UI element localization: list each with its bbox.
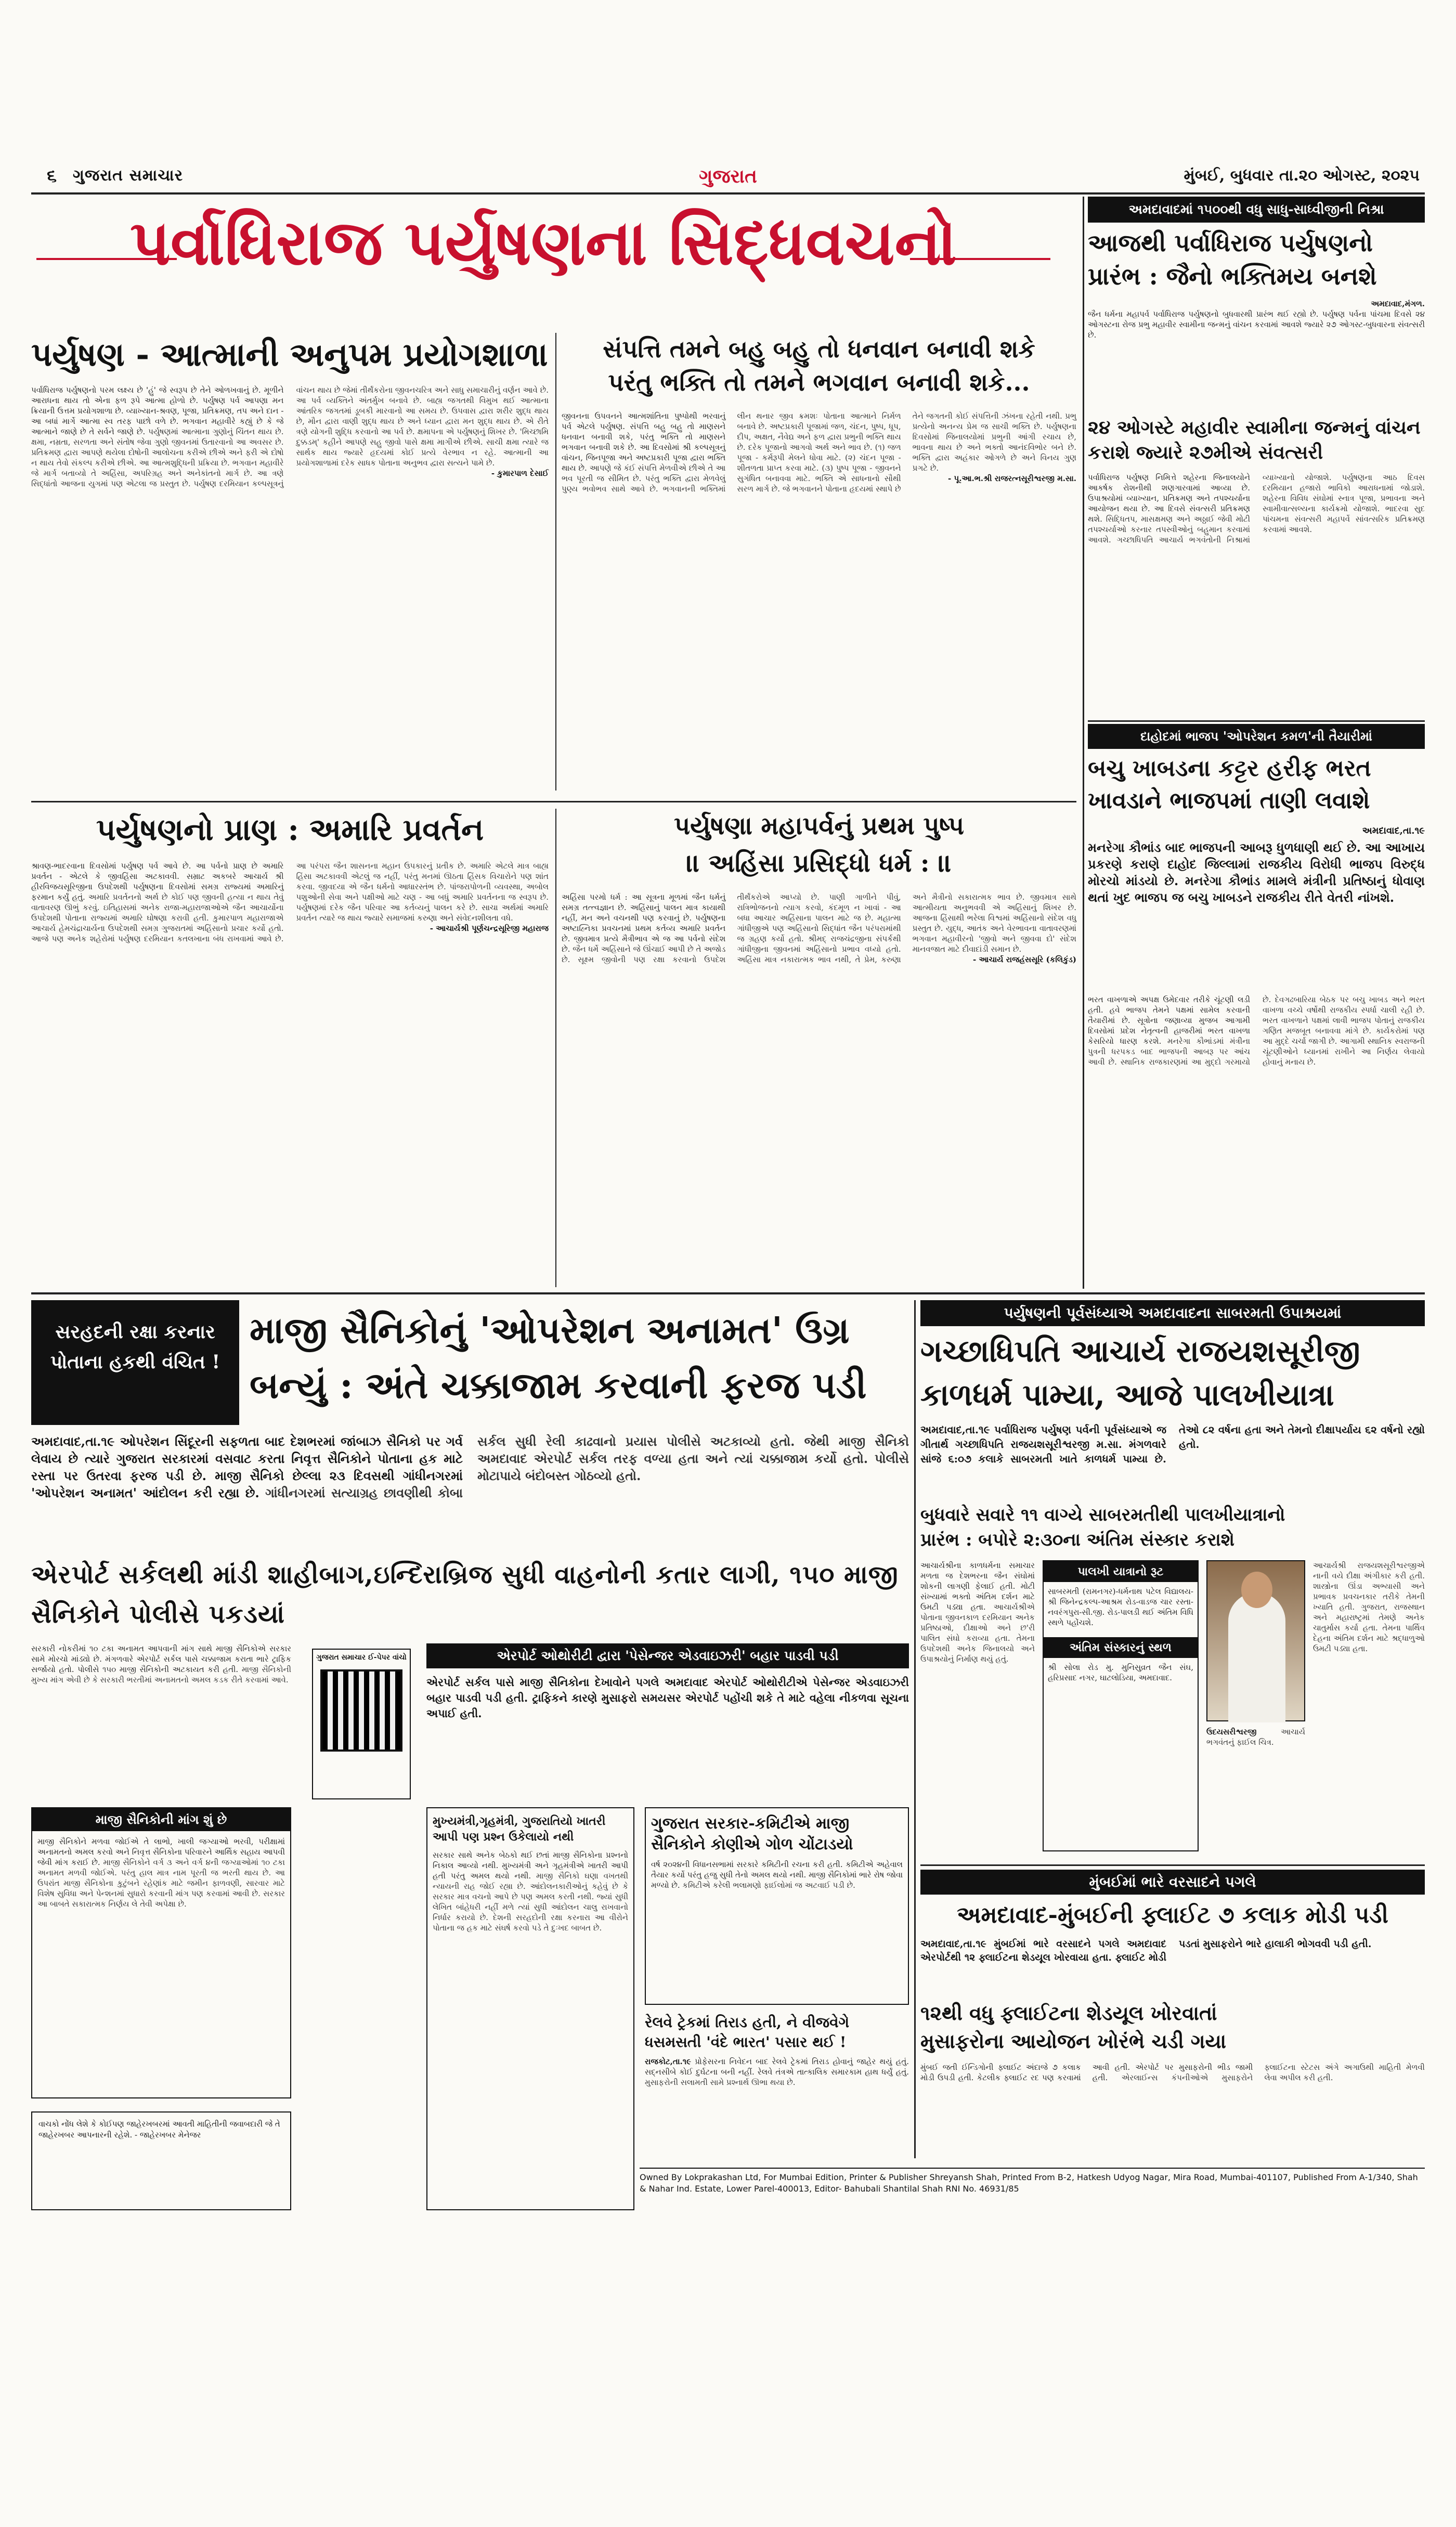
body-continuation: એરલાઈન્સ કંપનીઓએ મુસાફરોને ફ્લાઈટના સ્ટેટસ અંગે અગાઉથી માહિતી મેળવી લેવા અપીલ કરી હતી. [1121, 2063, 1425, 2082]
body-continuation: મુસાફરોની સલામતી સામે પ્રશ્નાર્થ ઊભા થયા છે. [645, 2078, 796, 2087]
section-rule-1 [31, 801, 1076, 802]
headline-line-1: માજી સૈનિકોનું 'ઓપરેશન અનામત' ઉગ્ર [250, 1308, 850, 1352]
article-wealth [562, 333, 1076, 798]
lead: મુંબઈમાં ભારે વરસાદને પગલે અમદાવાદ એરપોર્ટથી ૧૨ ફ્લાઈટના શેડયૂલ ખોરવાયા હતા. ફ્લાઈટ મોડી પડતાં મુસાફરોને ભારે હાલાકી ભોગવવી પડી હતી. [920, 1938, 1372, 1963]
kicker: એરપોર્ટ ઓથોરીટી દ્વારા 'પેસેન્જર એડવાઇઝરી' બહાર પાડવી પડી [426, 1643, 909, 1668]
subhead-line-2: પ્રારંભ : બપોરે ૨:૩૦ના અંતિમ સંસ્કાર કરાશે [920, 1530, 1234, 1550]
kicker: મુંબઈમાં ભારે વરસાદને પગલે [920, 1870, 1425, 1895]
body-text: સરકારી નોકરીમાં ૧૦ ટકા અનામત આપવાની માંગ સાથે માજી સૈનિકોએ સરકાર સામે મોરચો માંડ્યો છે. મંગળવારે એરપોર્ટ સર્કલ પાસે ચક્કાજામ કરાતા ભારે ટ્રાફિક સર્જાયો હતો. પોલીસે ૧૫૦ માજી સૈનિકોની અટકાયત કરી હતી. [31, 1644, 291, 1674]
lead-continuation: ગાંધીનગરમાં સત્યાગ્રહ છાવણીથી કોબા સર્કલ સુધી રેલી કાઢવાનો પ્રયાસ પોલીસે અટકાવ્યો હતો. જેથી માજી સૈનિકો અમદાવાદ એરપોર્ટ સર્કલ તરફ વળ્યા હતા અને ત્યાં ચક્કાજામ કર્યો હતો. પોલીસે મોટાપાયે બંદોબસ્ત ગોઠવ્યો હતો. [265, 1434, 909, 1500]
column-rule-2 [555, 809, 556, 1287]
body-text: મુંબઈ જતી ઈન્ડિગોની ફ્લાઈટ અંદાજે ૭ કલાક મોડી ઉપડી હતી. કેટલીક ફ્લાઈટ રદ પણ કરવામાં આવી હતી. એરપોર્ટ પર મુસાફરોની ભીડ જામી હતી. [920, 2063, 1253, 2082]
body-continuation: માજી સૈનિકોની મુખ્ય માંગ એવી છે કે સરકારી ભરતીમાં અનામતનો અમલ કડક રીતે કરવામાં આવે. [31, 1665, 291, 1684]
body-continuation: સિદ્ધિતપ, માસક્ષમણ અને અઠ્ઠાઈ જેવી મોટી તપશ્ચર્યાઓ કરનાર તપસ્વીઓનું બહુમાન કરવામાં આવશે. ગચ્છાધિપતિ આચાર્ય ભગવંતોની નિશ્રામાં વ્યાખ્યાનો યોજાશે. પર્યુષણના આઠ દિવસ દરમિયાન હજારો ભાવિકો આરાધનામાં જોડાશે. શહેરના વિવિધ સંઘોમાં સ્નાત્ર પૂજા, પ્રભાવના અને સ્વામીવાત્સલ્યના કાર્યક્રમો યોજાશે. ભાદરવા સુદ પાંચમના સંવત્સરી મહાપર્વે સાંવત્સરિક પ્રતિક્રમણ કરવામાં આવશે. [1088, 473, 1425, 545]
caption-continuation: આચાર્ય ભગવંતનું ફાઈલ ચિત્ર. [1206, 1727, 1305, 1747]
dateline: અમદાવાદ,તા.૧૯ [1362, 825, 1425, 836]
box-body-text: માજી સૈનિકોને મળવા જોઈએ તે લાભો, ખાલી જગ્યાઓ ભરવી, પરીક્ષામાં અનામતનો અમલ કરવો અને નિવૃત્ત સૈનિકોના પરિવારને આર્થિક સહાય આપવી જેવી માંગ કરાઈ છે. [37, 1837, 285, 1867]
qr-caption: ગુજરાત સમાચાર ઈ-પેપર વાંચો [316, 1653, 407, 1662]
body-continuation: જૈન ધર્મે અહિંસાને જે ઊંચાઈ આપી છે તે અજોડ છે. સૂક્ષ્મ જીવોની પણ રક્ષા કરવાનો ઉપદેશ તીર્થંકરોએ આપ્યો છે. પાણી ગાળીને પીવું, રાત્રિભોજનનો ત્યાગ કરવો, કંદમૂળ ન ખાવાં - આ બધા આચાર અહિંસાના પાલન માટે જ છે. મહાત્મા ગાંધીજીએ પણ અહિંસાનો સિદ્ધાંત જૈન પરંપરામાંથી જ ગ્રહણ કર્યો હતો. શ્રીમદ્ રાજચંદ્રજીના સંપર્કથી ગાંધીજીના જીવનમાં અહિંસાનો પ્રભાવ વધ્યો હતો. અહિંસા માત્ર નકારાત્મક ભાવ નથી, તે પ્રેમ, કરુણા અને મૈત્રીનો સકારાત્મક ભાવ છે. જીવમાત્ર સાથે આત્મીયતા અનુભવવી એ અહિંસાનું શિખર છે. આજના હિંસાથી ભરેલા વિશ્વમાં અહિંસાનો સંદેશ વધુ પ્રસ્તુત છે. યુદ્ધ, આતંક અને વેરભાવના વાતાવરણમાં ભગવાન મહાવીરનો 'જીવો અને જીવવા દો' સંદેશ માનવજાત માટે દીવાદાંડી સમાન છે. [562, 892, 1076, 964]
demands-box [31, 1807, 291, 2098]
photo-caption: ઉદયસરીશ્વરજી [1206, 1727, 1257, 1736]
side-label: સરહદની રક્ષા કરનાર પોતાના હકથી વંચિત ! [31, 1300, 239, 1425]
headline-line-1: રેલવે ટ્રેકમાં તિરાડ હતી, ને વીજવેગે [645, 2014, 850, 2031]
lead-text [920, 1422, 1425, 1466]
date-line: મુંબઈ, બુધવાર તા.૨૦ ઓગસ્ટ, ૨૦૨૫ [1184, 166, 1420, 185]
subhead: એરપોર્ટ સર્કલથી માંડી શાહીબાગ,ઇન્દિરાબ્રિજ સુધી વાહનોની કતાર લાગી, ૧૫૦ માજી સૈનિકોને પોલીસે પકડયાં [31, 1560, 899, 1629]
column-rule-1 [555, 333, 556, 791]
article-body [920, 2062, 1425, 2156]
lead-text [31, 1433, 909, 1547]
route-title: પાલખી યાત્રાનો રૂટ [1044, 1561, 1198, 1582]
body-text: ભરત વાખળાએ અપક્ષ ઉમેદવાર તરીકે ચૂંટણી લડી હતી. હવે ભાજપ તેમને પક્ષમાં સામેલ કરવાની તૈયારીમાં છે. સૂત્રોના જણાવ્યા મુજબ આગામી દિવસોમાં પ્રદેશ નેતૃત્વની હાજરીમાં ભરત વાખળા કેસરિયો ધારણ કરશે. [1088, 995, 1250, 1046]
box-body [32, 1831, 290, 1914]
govt-committee [645, 1807, 909, 2005]
headline-line-2: ધસમસતી 'વંદે ભારત' પસાર થઈ ! [645, 2033, 847, 2051]
acharya-photo [1206, 1560, 1305, 1721]
headline-line-2: કાળધર્મ પામ્યા, આજે પાલખીયાત્રા [920, 1377, 1334, 1412]
article-body [1088, 472, 1425, 701]
lead-text [1088, 299, 1425, 413]
qr-code-icon[interactable] [320, 1669, 402, 1752]
article-acharya [920, 1300, 1425, 1859]
byline: - કુમારપાળ દેસાઈ [491, 469, 549, 478]
headline-line-1: આજથી પર્વાધિરાજ પર્યુષણનો [1088, 229, 1373, 257]
sidebar-rule [1088, 720, 1425, 722]
byline: - પૂ.આ.ભ.શ્રી રાજરત્નસૂરીશ્વરજી મ.સા. [948, 474, 1076, 483]
article-amari [31, 809, 549, 1290]
box-body [651, 1859, 903, 1890]
dateline: અમદાવાદ,તા.૧૯ [31, 1434, 115, 1449]
body-continuation: મનરેગા કૌભાંડમાં મંત્રીના પુત્રની ધરપકડ બાદ ભાજપની આબરૂ પર આંચ આવી છે. સ્થાનિક રાજકારણમાં આ મુદ્દો ગરમાયો છે. દેવગઢબારિયા બેઠક પર બચુ ખાબડ અને ભરત વાખળા વચ્ચે વર્ષોથી રાજકીય સ્પર્ધા ચાલી રહી છે. ભરત વાખળાને પક્ષમાં લાવી ભાજપ પોતાનું રાજકીય ગણિત મજબૂત બનાવવા માંગે છે. કાર્યકરોમાં પણ આ મુદ્દે ચર્ચા જાગી છે. આગામી સ્થાનિક સ્વરાજની ચૂંટણીઓને ધ્યાનમાં રાખીને આ નિર્ણય લેવાયો હોવાનું મનાય છે. [1088, 995, 1425, 1067]
dateline: રાજકોટ,તા.૧૯ [645, 2057, 691, 2066]
dateline: અમદાવાદ,તા.૧૯ [920, 1938, 986, 1950]
article-body [31, 861, 549, 1277]
kicker: દાહોદમાં ભાજપ 'ઓપરેશન કમળ'ની તૈયારીમાં [1088, 724, 1425, 749]
subhead: ૨૪ ઓગસ્ટે મહાવીર સ્વામીના જન્મનું વાંચન કરાશે જ્યારે ૨૭મીએ સંવત્સરી [1088, 417, 1421, 463]
headline: અમદાવાદ-મુંબઈની ફ્લાઈટ ૭ કલાક મોડી પડી [957, 1902, 1388, 1928]
headline-line-2: સૈનિકોને કોણીએ ગોળ ચોંટાડયો [651, 1835, 853, 1854]
byline: - આચાર્ય રાજહંસસૂરિ (કલિકુંડ) [972, 955, 1076, 964]
paper-name: ગુજરાત સમાચાર [73, 166, 184, 185]
sidebar-paryushan [1088, 197, 1425, 717]
body-continuation: આચાર્યશ્રીએ પોતાના જીવનકાળ દરમિયાન અનેક પ્રતિષ્ઠાઓ, દીક્ષાઓ અને છ'રી પાલિત સંઘો કરાવ્યા હતા. તેમના ઉપદેશથી અનેક જિનાલયો અને ઉપાશ્રયોનું નિર્માણ થયું હતું. [920, 1602, 1035, 1664]
lead: મનરેગા કૌભાંડ બાદ ભાજપની આબરૂ ધુળધાણી થઈ છે. આ આખાય પ્રકરણે કરાણે દાહોદ જિલ્લામાં રાજકીય વિરોધી ભાજપ વિરુદ્ધ મોરચો માંડયો છે. મનરેગા કૌભાંડ મામલે મંત્રીની પ્રતિષ્ઠાનું ધોવાણ થતાં ખુદ ભાજપ જ બચુ ખાબડને રાજકીય રીતે વેતરી નાંખશે. [1088, 840, 1425, 905]
dateline: અમદાવાદ,મંગળ. [1371, 299, 1425, 308]
photo-caption-block [1206, 1727, 1305, 1851]
body-continuation: માજી સૈનિકો ઘણા વખતથી ન્યાયની રાહ જોઈ રહ્યા છે. આંદોલનકારીઓનું કહેવું છે કે સરકાર માત્ર વચનો આપે છે પણ અમલ કરતી નથી. જ્યાં સુધી લેખિત બાંહેધરી નહીં મળે ત્યાં સુધી આંદોલન ચાલુ રાખવાનો નિર્ધાર કરાયો છે. દેશની સરહદોની રક્ષા કરનારા આ વીરોને પોતાના જ હક માટે સંઘર્ષ કરવો પડે તે દુઃખદ બાબત છે. [433, 1871, 628, 1933]
headline-line-2: ।। અહિંસા પ્રસિદ્ધો ધર્મ : ।। [686, 849, 952, 878]
kicker: પર્યુષણની પૂર્વસંધ્યાએ અમદાવાદના સાબરમતી ઉપાશ્રયમાં [920, 1300, 1425, 1326]
headline-line-1: ગચ્છાધિપતિ આચાર્ય રાજયશસૂરીજી [920, 1333, 1360, 1369]
section-label: ગુજરાત [699, 165, 757, 187]
route-body: સાબરમતી (રામનગર)-ધર્મનાથ પટેલ વિદ્યાલય-શ્રી જિનેન્દ્રકલ્પ-આશ્રમ રોડ-વાડજ ચાર રસ્તા-નવરંગપુરા-સી.જી. રોડ-પાલડી થઈ અંતિમ વિધિ સ્થળે પહોંચશે. [1048, 1587, 1193, 1627]
body-text: અહિંસા પરમો ધર્મ : આ સૂત્રના મૂળમાં જૈન ધર્મનું સમગ્ર તત્ત્વજ્ઞાન છે. અહિંસાનું પાલન માત્ર કાયાથી નહીં, મન અને વચનથી પણ કરવાનું છે. પર્યુષણના અષ્ટાહ્નિકા પ્રવચનમાં પ્રથમ કર્તવ્ય અમારિ પ્રવર્તન છે. જીવમાત્ર પ્રત્યે મૈત્રીભાવ એ જ આ પર્વનો સંદેશ છે. [562, 892, 726, 954]
body-continuation: પર્યુષણમાં આત્માના ગુણોનું ચિંતન થાય છે. ક્ષમા, નમ્રતા, સરળતા અને સંતોષ જેવા ગુણો જીવનમાં ઉતારવાનો આ અવસર છે. પ્રતિક્રમણ દ્વારા આપણે થયેલા દોષોની આલોચના કરીએ છીએ અને ફરી એ દોષો ન થાય તેવો સંકલ્પ કરીએ છીએ. આ આત્મશુદ્ધિની પ્રક્રિયા છે. ભગવાન મહાવીરે જે માર્ગ બતાવ્યો તે અહિંસા, અપરિગ્રહ અને અનેકાંતનો માર્ગ છે. આ ત્રણે સિદ્ધાંતો આજના યુગમાં પણ એટલા જ પ્રસ્તુત છે. પર્યુષણ દરમિયાન કલ્પસૂત્રનું વાંચન થાય છે જેમાં તીર્થંકરોના જીવનચરિત્ર અને સાધુ સમાચારીનું વર્ણન આવે છે. આ પર્વ વ્યક્તિને અંતર્મુખ બનાવે છે. બાહ્ય જગતથી વિમુખ થઈ આત્માના આંતરિક જગતમાં ડૂબકી મારવાનો આ સમય છે. ઉપવાસ દ્વારા શરીર શુદ્ધ થાય છે, મૌન દ્વારા વાણી શુદ્ધ થાય છે અને ધ્યાન દ્વારા મન શુદ્ધ થાય છે. એ રીતે ત્રણે યોગની શુદ્ધિ કરવાનો આ પર્વ છે. ક્ષમાપના એ પર્યુષણનું શિખર છે. 'મિચ્છામિ દુક્કડમ્' કહીને આપણે સહુ જીવો પાસે ક્ષમા માગીએ છીએ. સાચી ક્ષમા ત્યારે જ સાર્થક થાય જ્યારે હૃદયમાં કોઈ પ્રત્યે વેરભાવ ન રહે. આત્માની આ પ્રયોગશાળામાં દરેક સાધક પોતાના અનુભવ દ્વારા સત્યને પામે છે. [31, 385, 549, 488]
body-text: શ્રાવણ-ભાદરવાના દિવસોમાં પર્યુષણ પર્વ આવે છે. આ પર્વનો પ્રાણ છે અમારિ પ્રવર્તન - એટલે કે જીવહિંસા અટકાવવી. સમ્રાટ અકબરે આચાર્ય શ્રી હીરવિજયસૂરિજીના ઉપદેશથી પર્યુષણના દિવસોમાં સમગ્ર રાજ્યમાં અમારિનું ફરમાન કર્યું હતું. [31, 861, 284, 902]
body-text: સરકાર સાથે અનેક બેઠકો થઈ છતાં માજી સૈનિકોના પ્રશ્નનો નિકાલ આવ્યો નથી. મુખ્યમંત્રી અને ગૃહમંત્રીએ ખાતરી આપી હતી પરંતુ અમલ થયો નથી. [433, 1850, 628, 1881]
final-body: શ્રી સોલા રોડ મુ. મુનિસુવ્રત જૈન સંઘ, હરિપ્રસાદ નગર, ઘાટલોડિયા, અમદાવાદ. [1048, 1663, 1193, 1682]
page-number: ૬ [47, 165, 57, 186]
flights-rule [920, 1864, 1425, 1866]
route-box [1043, 1560, 1199, 1851]
headline: પર્યુષણ - આત્માની અનુપમ પ્રયોગશાળા [31, 335, 548, 373]
body-text: એરપોર્ટ સર્કલ પાસે માજી સૈનિકોના દેખાવોને પગલે અમદાવાદ એરપોર્ટ ઓથોરીટીએ પેસેન્જર એડવાઇઝરી બહાર પાડવી પડી હતી. ટ્રાફિકને કારણે મુસાફરો સમયસર એરપોર્ટ પહોંચી શકે તે માટે વહેલા નીકળવા સૂચના અપાઈ હતી. [426, 1676, 909, 1720]
masthead [31, 165, 1425, 189]
article-ahimsa [562, 809, 1076, 1290]
banner [31, 197, 1076, 329]
photo-head-icon [1241, 1572, 1272, 1608]
body-right-text: આચાર્યશ્રી રાજયશસૂરીશ્વરજીએ નાની વયે દીક્ષા અંગીકાર કરી હતી. શાસ્ત્રોના ઊંડા અભ્યાસી અને પ્રભાવક પ્રવચનકાર તરીકે તેમની ખ્યાતિ હતી. ગુજરાત, રાજસ્થાન અને મહારાષ્ટ્રમાં તેમણે અનેક ચાતુર્માસ કર્યા હતા. તેમના પાર્થિવ દેહના અંતિમ દર્શન માટે શ્રદ્ધાળુઓ ઉમટી પડ્યા હતા. [1313, 1561, 1425, 1653]
body-text: જીવનના ઉપવનને આત્મશાંતિના પુષ્પોથી ભરવાનું પર્વ એટલે પર્યુષણ. સંપત્તિ બહુ બહુ તો માણસને ધનવાન બનાવી શકે, પરંતુ ભક્તિ તો માણસને ભગવાન બનાવી શકે છે. આ દિવસોમાં શ્રી કલ્પસૂત્રનું વાંચન, જિનપૂજા અને અષ્ટપ્રકારી પૂજા દ્વારા ભક્તિ થાય છે. [562, 411, 726, 473]
lead: ઓપરેશન સિંદૂરની સફળતા બાદ દેશભરમાં જાંબાઝ સૈનિકો પર ગર્વ લેવાય છે ત્યારે ગુજરાત સરકારમાં વસવાટ કરતા નિવૃત્ત સૈનિકોને પોતાના હક માટે રસ્તા પર ઉતરવા ફરજ પડી છે. માજી સૈનિકો છેલ્લા ૨૩ દિવસથી ગાંધીનગરમાં 'ઓપરેશન અનામત' આંદોલન કરી રહ્યા છે. [31, 1434, 463, 1500]
article-body [562, 411, 1076, 785]
article-body [31, 1643, 291, 1799]
headline-line-2: પરંતુ ભક્તિ તો તમને ભગવાન બનાવી શકે... [608, 368, 1030, 396]
headline: મુખ્યમંત્રી,ગૃહમંત્રી, ગુજરાતિયો ખાતરી આપી પણ પ્રશ્ન ઉકેલાયો નથી [433, 1815, 606, 1844]
dateline: અમદાવાદ,તા.૧૯ [920, 1423, 990, 1436]
headline-line-1: ગુજરાત સરકાર-કમિટીએ માજી [651, 1815, 850, 1833]
byline: - આચાર્યશ્રી પૂર્ણચન્દ્રસૂરિજી મહારાજ [430, 924, 549, 933]
body-text: પ્રોફેસરના નિવેદન બાદ રેલવે ટ્રેકમાં તિરાડ હોવાનું જાહેર થયું હતું. સદ્નસીબે કોઈ દુર્ઘટના બની નહીં. રેલવે તંત્રએ તાત્કાલિક સમારકામ હાથ ધર્યું હતું. [645, 2057, 909, 2077]
cm-box [426, 1807, 634, 2210]
headline: પર્યુષણનો પ્રાણ : અમારિ પ્રવર્તન [96, 812, 484, 847]
article-body [920, 1560, 1035, 1851]
headline-line-2: પ્રારંભ : જૈનો ભક્તિમય બનશે [1088, 262, 1377, 290]
article-body [562, 892, 1076, 1277]
headline-line-1: બચુ ખાબડના કટ્ટર હરીફ ભરત [1088, 755, 1371, 782]
subhead-line-1: ૧૨થી વધુ ફ્લાઈટના શેડયૂલ ખોરવાતાં [920, 2001, 1217, 2025]
box-title: માજી સૈનિકોની માંગ શું છે [32, 1808, 290, 1831]
subhead-line-1: બુધવારે સવારે ૧૧ વાગ્યે સાબરમતીથી પાલખીયાત્રાનો [920, 1505, 1285, 1525]
body-continuation: કમિટીએ કરેલી ભલામણો ફાઈલોમાં જ અટવાઈ પડી છે. [682, 1881, 855, 1890]
article-body [1088, 994, 1425, 1275]
box-body-continuation: માજી સૈનિકોને વર્ગ ૩ અને વર્ગ ૪ની જગ્યાઓમાં ૧૦ ટકા અનામત મળવી જોઈએ. પરંતુ હાલ માત્ર નામ પૂરતી જ ભરતી થાય છે. આ ઉપરાંત માજી સૈનિકોના કુટુંબને રહેણાંક માટે જમીન ફાળવણી, સારવાર માટે વિશેષ સુવિધા અને પેન્શનમાં સુધારો કરવાની માંગ પણ કરવામાં આવી છે. સરકાર આ બાબતે સકારાત્મક નિર્ણય લે તેવી અપેક્ષા છે. [37, 1858, 285, 1909]
article-body [31, 385, 549, 780]
final-title: અંતિમ સંસ્કારનું સ્થળ [1044, 1637, 1198, 1658]
body-text: વર્ષ ૨૦૨૪ની વિધાનસભામાં સરકારે કમિટીની રચના કરી હતી. કમિટીએ અહેવાલ તૈયાર કર્યો પરંતુ હજુ સુધી તેનો અમલ થયો નથી. માજી સૈનિકોમાં ભારે રોષ જોવા મળ્યો છે. [651, 1860, 903, 1890]
headline-line-1: સંપત્તિ તમને બહુ બહુ તો ધનવાન બનાવી શકે [603, 335, 1035, 363]
article-body [645, 2056, 909, 2088]
kicker: અમદાવાદમાં ૧૫૦૦થી વધુ સાધુ-સાધ્વીજીની નિશ્રા [1088, 197, 1425, 223]
article-flights [920, 1870, 1425, 2161]
footnote: વાચકો નોંધ લેશે કે કોઈપણ જાહેરખબરમાં આવતી માહિતીની જવાબદારી જે તે જાહેરખબર આપનારની રહેશે. - જાહેરખબર મેનેજર [31, 2111, 291, 2210]
headline-line-2: ખાવડાને ભાજપમાં તાણી લવાશે [1088, 787, 1370, 814]
subhead-line-2: મુસાફરોના આયોજન ખોરંભે ચડી ગયા [920, 2029, 1227, 2053]
lead: પર્વાધિરાજ પર્યુષણ પર્વની પૂર્વસંધ્યાએ જ ગીતાર્થ ગચ્છાધિપતિ રાજયશસૂરીશ્વરજી મ.સા. મંગળવારે સાંજે ૬:૦૭ કલાકે સાબરમતી ખાતે કાળધર્મ પામ્યા છે. તેઓ ૮૨ વર્ષના હતા અને તેમનો દીક્ષાપર્યાય ૬૨ વર્ષનો રહ્યો હતો. [920, 1423, 1425, 1465]
box-body [433, 1850, 628, 1933]
headline-line-2: બન્યું : અંતે ચક્કાજામ કરવાની ફરજ પડી [250, 1364, 867, 1407]
section-rule-2 [31, 1292, 1425, 1294]
body-continuation: આપણે જે કંઈ સંપત્તિ મેળવીએ છીએ તે આ ભવ પૂરતી જ સીમિત છે. પરંતુ ભક્તિ દ્વારા મેળવેલું પુણ્ય ભવોભવ સાથે આવે છે. ભગવાનની ભક્તિમાં લીન થનાર જીવ ક્રમશઃ પોતાના આત્માને નિર્મળ બનાવે છે. અષ્ટપ્રકારી પૂજામાં જળ, ચંદન, પુષ્પ, ધૂપ, દીપ, અક્ષત, નૈવેદ્ય અને ફળ દ્વારા પ્રભુની ભક્તિ થાય છે. દરેક પૂજાનો આગવો અર્થ અને ભાવ છે. (૧) જળ પૂજા - કર્મરૂપી મેલને ધોવા માટે. (૨) ચંદન પૂજા - શીતળતા પ્રાપ્ત કરવા માટે. (૩) પુષ્પ પૂજા - જીવનને સુગંધિત બનાવવા માટે. ભક્તિ એ સાધનાનો સૌથી સરળ માર્ગ છે. જે ભગવાનને પોતાના હૃદયમાં સ્થાપે છે તેને જગતની કોઈ સંપત્તિની ઝંખના રહેતી નથી. પ્રભુ પ્રત્યેનો અનન્ય પ્રેમ જ સાચી ભક્તિ છે. પર્યુષણના દિવસોમાં જિનાલયોમાં પ્રભુની આંગી રચાય છે, ભાવના થાય છે અને ભક્તો આનંદવિભોર બને છે. ભક્તિ દ્વારા અહંકાર ઓગળે છે અને વિનય ગુણ પ્રગટે છે. [562, 411, 1076, 494]
article-dahod [1088, 724, 1425, 1288]
masthead-rule [31, 192, 1425, 195]
article-lab [31, 333, 549, 798]
airport-advisory [426, 1643, 909, 1799]
article-veterans [31, 1300, 909, 2226]
lead-text [920, 1937, 1425, 1964]
photo-figure-icon [1228, 1592, 1285, 1722]
banner-title: પર્વાધિરાજ પર્યુષણના સિદ્ધવચનો [130, 207, 957, 279]
column-rule-3 [914, 1300, 916, 2158]
headline-line-1: પર્યુષણા મહાપર્વનું પ્રથમ પુષ્પ [673, 811, 965, 840]
body-text-2: પર્વાધિરાજ પર્યુષણ નિમિત્તે શહેરના જિનાલયોને આકર્ષક રોશનીથી શણગારવામાં આવ્યા છે. ઉપાશ્રયોમાં વ્યાખ્યાન, પ્રતિક્રમણ અને તપશ્ચર્યાના આયોજન થયા છે. આ દિવસે સંવત્સરી પ્રતિક્રમણ થશે. [1088, 473, 1250, 524]
lead-text [1088, 823, 1425, 906]
column-rule-right [1083, 197, 1084, 1289]
body-text-1: જૈન ધર્મના મહાપર્વ પર્વાધિરાજ પર્યુષણનો બુધવારથી પ્રારંભ થઈ રહ્યો છે. પર્યુષણ પર્વના પાંચમા દિવસે ૨૪ ઓગસ્ટના રોજ પ્રભુ મહાવીર સ્વામીના જન્મનું વાંચન કરવામાં આવશે જ્યારે ૨૭ ઓગસ્ટ-બુધવારના સંવત્સરી છે. [1088, 309, 1425, 340]
imprint: Owned By Lokprakashan Ltd, For Mumbai Edition, Printer & Publisher Shreyansh Shah, Printed From B-2, Hatkesh Udyog Nagar, Mira Road, Mumbai-401107, Published From A-1/340, Shah & Nahar Ind. Estate, Lower Parel-400013, Editor- Bahubali Shantilal Shah RNI No. 46931/85 [640, 2168, 1425, 2195]
qr-promo[interactable] [312, 1649, 411, 1799]
body-continuation: અમારિ પ્રવર્તનનો અર્થ છે કોઈ પણ જીવની હત્યા ન થાય તેવું વાતાવરણ ઊભું કરવું. ઇતિહાસમાં અનેક રાજા-મહારાજાઓએ જૈન આચાર્યોના ઉપદેશથી પોતાના રાજ્યમાં અમારિ ઘોષણા કરાવી હતી. કુમારપાળ મહારાજાએ આચાર્ય હેમચંદ્રાચાર્યના ઉપદેશથી સમગ્ર ગુજરાતમાં અહિંસાનો પ્રચાર કર્યો હતો. આજે પણ અનેક શહેરોમાં પર્યુષણ દરમિયાન કતલખાના બંધ રાખવામાં આવે છે. આ પરંપરા જૈન શાસનના મહાન ઉપકારનું પ્રતીક છે. અમારિ એટલે માત્ર બાહ્ય હિંસા અટકાવવી એટલું જ નહીં, પરંતુ મનમાં ઊઠતા હિંસક વિચારોને પણ શાંત કરવા. જીવદયા એ જૈન ધર્મનો આધારસ્તંભ છે. પાંજરાપોળની વ્યવસ્થા, અબોલ પશુઓની સેવા અને પક્ષીઓ માટે ચણ - આ બધું અમારિ પ્રવર્તનના જ સ્વરૂપ છે. પર્યુષણમાં દરેક જૈન પરિવાર આ કર્તવ્યનું પાલન કરે છે. સાચા અર્થમાં અમારિ પ્રવર્તન ત્યારે જ થાય જ્યારે સમાજમાં કરુણા અને સંવેદનશીલતા વધે. [31, 861, 549, 943]
body-text: આચાર્યશ્રીના કાળધર્મના સમાચાર મળતા જ દેશભરના જૈન સંઘોમાં શોકની લાગણી ફેલાઈ હતી. મોટી સંખ્યામાં ભક્તો અંતિમ દર્શન માટે ઉમટી પડ્યા હતા. [920, 1561, 1035, 1612]
body-text: પર્વાધિરાજ પર્યુષણનો પરમ લક્ષ્ય છે 'હું' જે સ્વરૂપ છે તેને ઓળખવાનું છે. મૂળીને આરાધના થાય તો એના ફળ રૂપે આત્મા હોળો છે. પર્યુષણ પર્વ આપણા મન ક્રિયાની ઉત્તમ પ્રયોગશાળા છે. વ્યાખ્યાન-શ્રવણ, પૂજા, પ્રતિક્રમણ, તપ અને દાન - આ બધાં માર્ગે આત્મા સ્વ તરફ પાછો વળે છે. ભગવાન મહાવીરે કહ્યું છે કે જે આત્માને જાણે છે તે સર્વને જાણે છે. [31, 385, 284, 436]
article-body-right [1313, 1560, 1425, 1851]
